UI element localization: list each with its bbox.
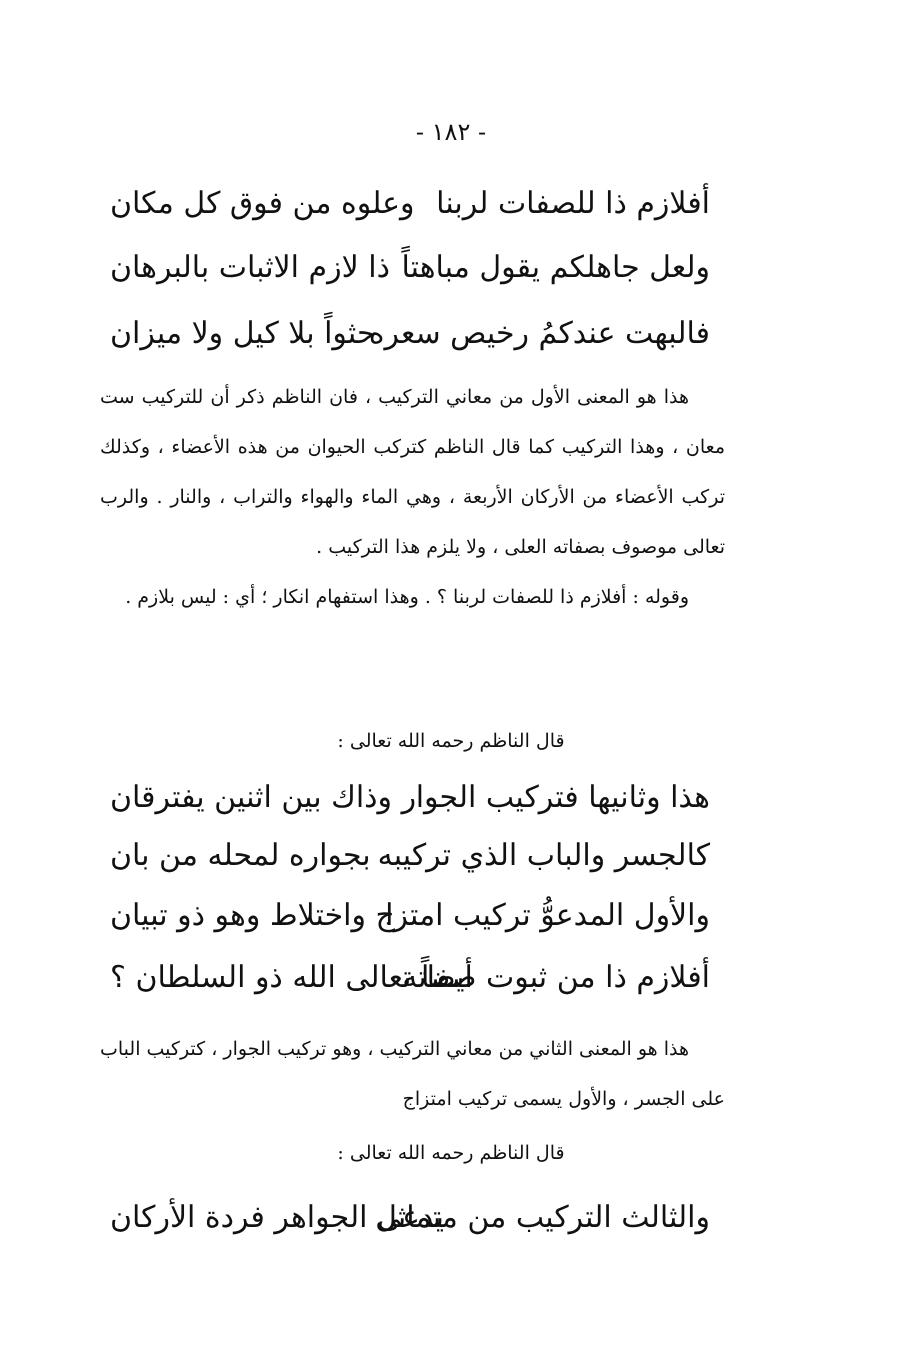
verse-first-hemistich: أفلازم ذا للصفات لربنا [436,186,710,221]
verse-second-hemistich: حثواً بلا كيل ولا ميزان [110,316,376,351]
verse-second-hemistich: ج واختلاط وهو ذو تبيان [110,898,395,933]
commentary-block [100,372,725,622]
verse-first-hemistich: والأول المدعوُّ تركيب امتزا [385,898,710,933]
verse-second-hemistich: يدعى الجواهر فردة الأركان [110,1200,445,1235]
commentary-block [100,1024,725,1124]
verse-line [110,780,710,830]
verse-first-hemistich: كالجسر والباب الذي تركيبه [377,838,710,873]
verse-second-hemistich: وعلوه من فوق كل مكان [110,186,415,221]
commentary-paragraph: وقوله : أفلازم ذا للصفات لربنا ؟ . وهذا استفهام انكار ؛ أي : ليس بلازم . [125,586,689,608]
verse-first-hemistich: فالبهت عندكمُ رخيص سعره [368,316,710,351]
verse-first-hemistich: هذا وثانيها فتركيب الجوا [415,780,710,815]
verse-line [110,898,710,948]
verse-line [110,1200,710,1250]
verse-line [110,250,710,300]
commentary-paragraph: هذا هو المعنى الأول من معاني التركيب ، فان الناظم ذكر أن للتركيب ست معان ، وهذا التركيب كما قال الناظم كتركب الحيوان من هذه الأعضاء ، وكذلك تركب الأعضاء من الأركان الأربعة ، وهي الماء والهواء والتراب ، والنار . والرب تعالى موصوف بصفاته العلى ، ولا يلزم هذا التركيب . [100,386,725,558]
verse-second-hemistich: ذا لازم الاثبات بالبرهان [110,250,390,285]
commentary-paragraph: هذا هو المعنى الثاني من معاني التركيب ، وهو تركيب الجوار ، كتركيب الباب على الجسر ، والأول يسمى تركيب امتزاج [100,1038,725,1110]
verse-line [110,838,710,888]
verse-line [110,960,710,1010]
verse-second-hemistich: ر وذاك بين اثنين يفترقان [110,780,417,815]
verse-first-hemistich: أفلازم ذا من ثبوت صفاته [402,960,710,995]
verse-second-hemistich: أيضاً تعالى الله ذو السلطان ؟ [110,960,473,995]
verse-first-hemistich: والثالث التركيب من متماثل [375,1200,710,1235]
verse-line [110,316,710,366]
verse-first-hemistich: ولعل جاهلكم يقول مباهتاً [401,250,710,285]
verse-second-hemistich: بجواره لمحله من بان [110,838,371,873]
page-number: - ١٨٢ - [415,118,487,146]
section-heading: قال الناظم رحمه الله تعالى : [337,730,565,752]
section-heading: قال الناظم رحمه الله تعالى : [337,1142,565,1164]
verse-line [110,186,710,236]
